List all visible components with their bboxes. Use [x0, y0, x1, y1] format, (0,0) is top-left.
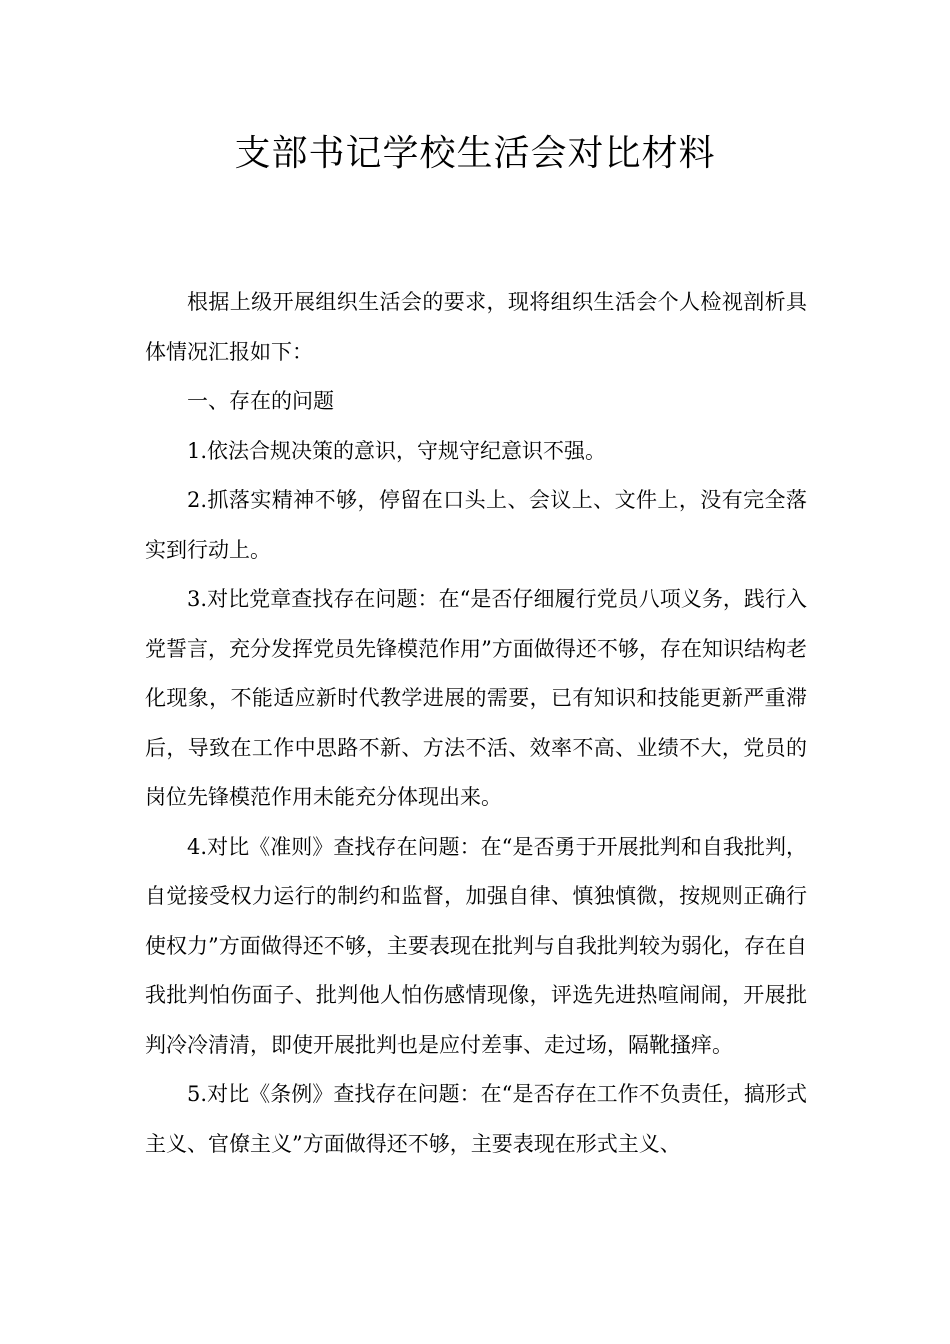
paragraph-item-4: 4.对比《准则》查找存在问题：在“是否勇于开展批判和自我批判，自觉接受权力运行的制约和监督，加强自律、慎独慎微，按规则正确行使权力”方面做得还不够，主要表现在批判与自我批判较为弱化，存在自我批判怕伤面子、批判他人怕伤感情现像，评选先进热喧闹闹，开展批判冷冷清清，即使开展批判也是应付差事、走过场，隔靴搔痒。	[145, 834, 807, 1057]
document-body	[145, 278, 807, 1169]
paragraph-item-5: 5.对比《条例》查找存在问题：在“是否存在工作不负责任，搞形式主义、官僚主义”方面做得还不够，主要表现在形式主义、	[145, 1082, 807, 1156]
document-title: 支部书记学校生活会对比材料	[234, 133, 716, 174]
paragraph-item-1: 1.依法合规决策的意识，守规守纪意识不强。	[187, 438, 607, 463]
paragraph-intro: 根据上级开展组织生活会的要求，现将组织生活会个人检视剖析具体情况汇报如下：	[145, 290, 807, 364]
paragraph-item-3: 3.对比党章查找存在问题：在“是否仔细履行党员八项义务，践行入党誓言，充分发挥党员先锋模范作用”方面做得还不够，存在知识结构老化现象，不能适应新时代教学进展的需要，已有知识和技能更新严重滞后，导致在工作中思路不新、方法不活、效率不高、业绩不大，党员的岗位先锋模范作用未能充分体现出来。	[145, 587, 807, 809]
paragraph-item-2: 2.抓落实精神不够，停留在口头上、会议上、文件上，没有完全落实到行动上。	[145, 488, 807, 562]
section-heading-problems: 一、存在的问题	[187, 389, 334, 413]
